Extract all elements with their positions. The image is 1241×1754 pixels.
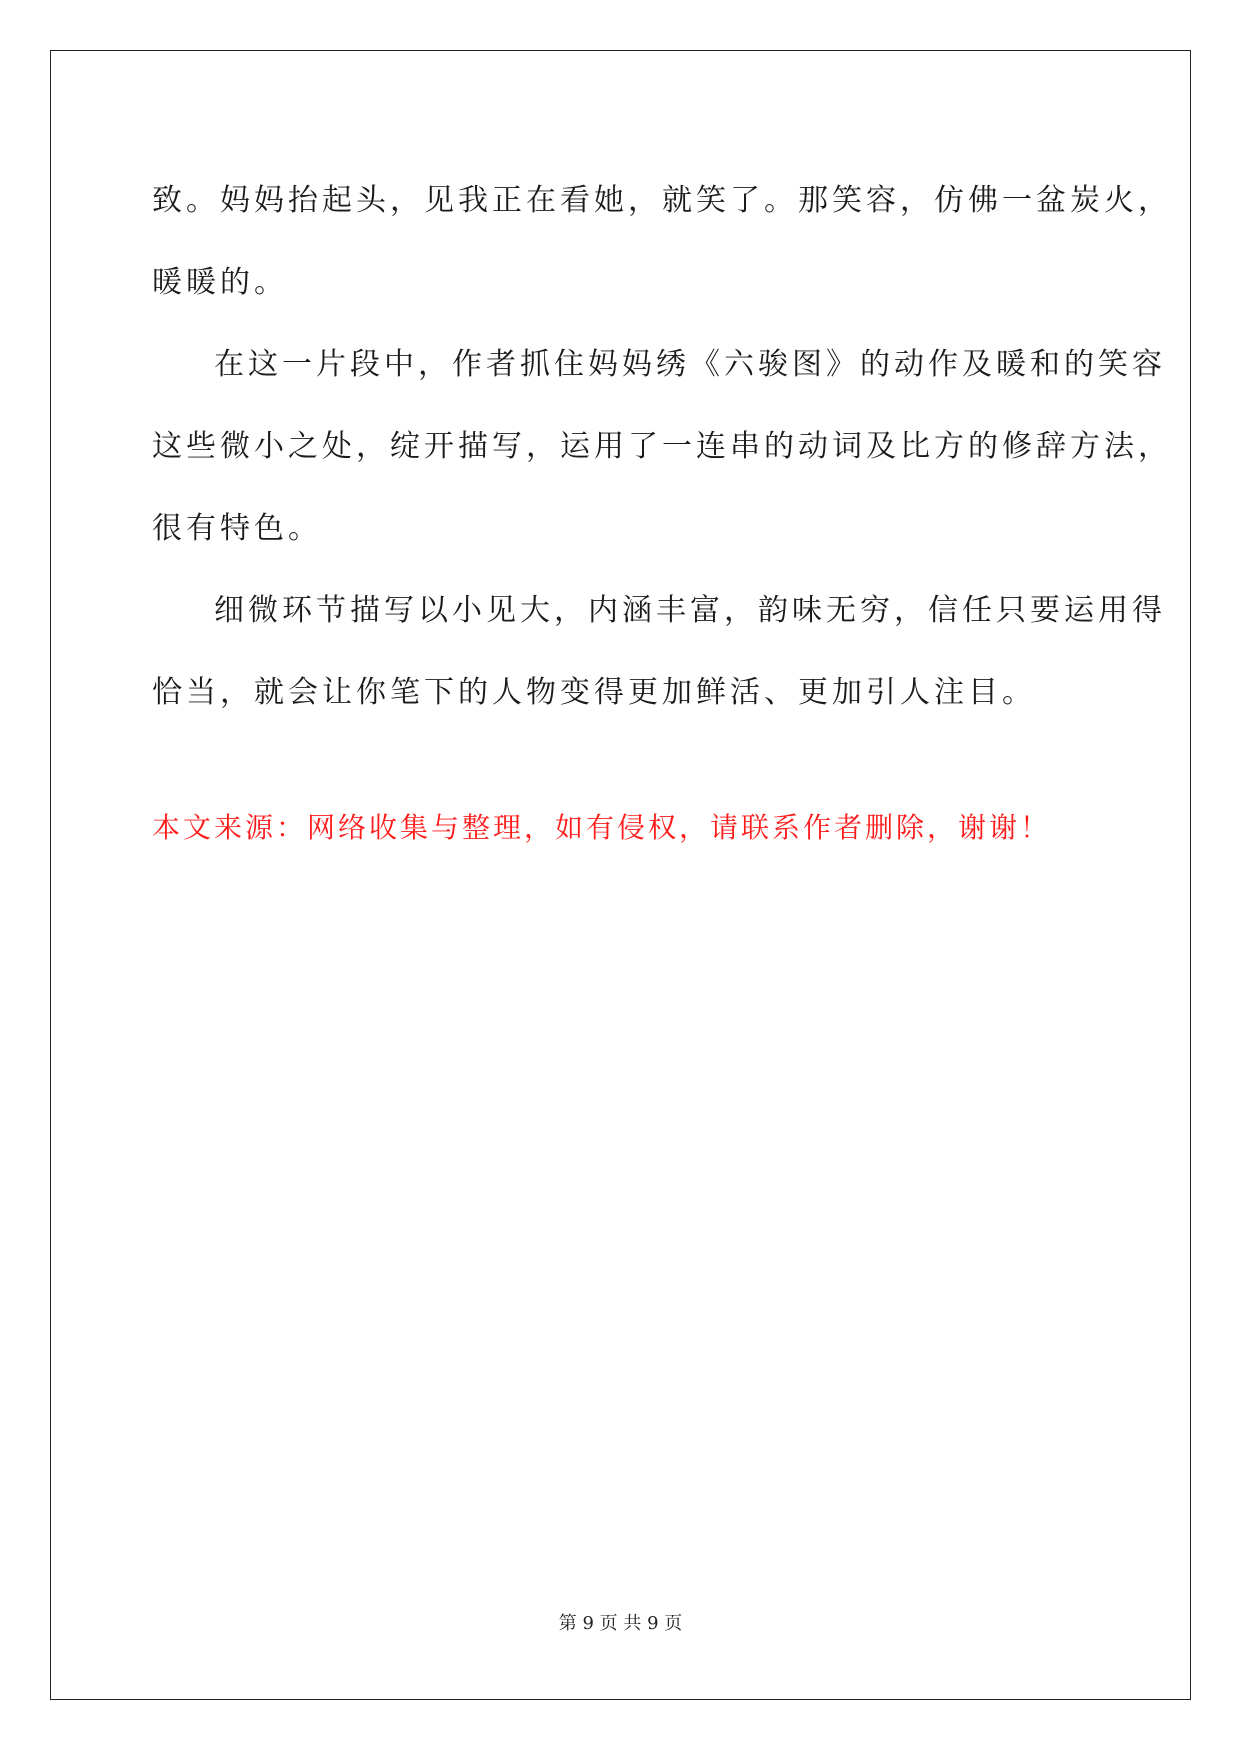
paragraph-1	[152, 160, 1172, 324]
page-number-label: 第 9 页 共 9 页	[558, 1613, 683, 1634]
page-footer	[0, 1609, 1241, 1635]
text-line: 在这一片段中，作者抓住妈妈绣《六骏图》的动作及暖和的笑容	[214, 347, 1166, 382]
text-line: 暖暖的。	[152, 265, 288, 300]
text-line: 致。妈妈抬起头，见我正在看她，就笑了。那笑容，仿佛一盆炭火，	[152, 183, 1172, 218]
text-line: 很有特色。	[152, 511, 322, 546]
text-line: 细微环节描写以小见大，内涵丰富，韵味无穷，信任只要运用得	[214, 593, 1166, 628]
source-note: 本文来源：网络收集与整理，如有侵权，请联系作者删除，谢谢！	[152, 811, 1052, 844]
text-line: 这些微小之处，绽开描写，运用了一连串的动词及比方的修辞方法，	[152, 429, 1172, 464]
document-body	[152, 160, 1172, 734]
text-line: 恰当，就会让你笔下的人物变得更加鲜活、更加引人注目。	[152, 675, 1036, 710]
paragraph-3	[152, 570, 1166, 734]
paragraph-2	[152, 324, 1172, 570]
